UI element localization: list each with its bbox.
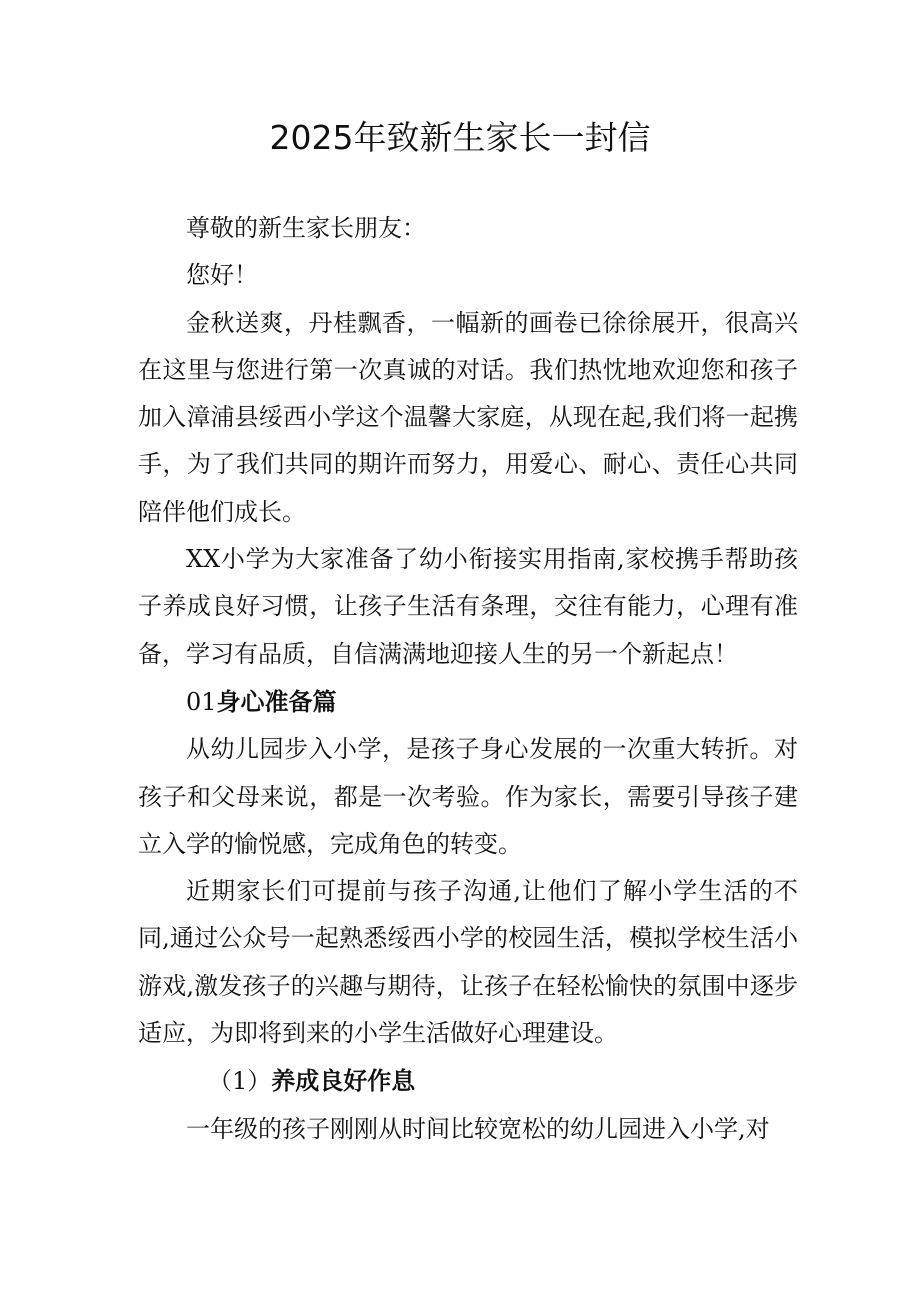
- greeting: 您好！: [186, 261, 258, 290]
- section-heading-text: 身心准备篇: [216, 686, 337, 716]
- subsection-heading: [138, 1057, 798, 1105]
- salutation: 尊敬的新生家长朋友：: [186, 214, 426, 242]
- section-number: 01: [186, 687, 217, 716]
- subsection-heading-text: 养成良好作息: [271, 1066, 416, 1096]
- paragraph: 金秋送爽，丹桂飘香，一幅新的画卷已徐徐展开，很高兴在这里与您进行第一次真诚的对话。我们热忱地欢迎您和孩子加入漳浦县绥西小学这个温馨大家庭，从现在起,我们将一起携手，为了我们共同的期许而努力，用爱心、耐心、责任心共同陪伴他们成长。: [138, 308, 798, 526]
- paragraph: 从幼儿园步入小学，是孩子身心发展的一次重大转折。对孩子和父母来说，都是一次考验。作为家长，需要引导孩子建立入学的愉悦感，完成角色的转变。: [138, 735, 798, 858]
- page-title: 2025年致新生家长一封信: [269, 118, 651, 157]
- subsection-number: （1）: [208, 1067, 272, 1096]
- paragraph: 近期家长们可提前与孩子沟通,让他们了解小学生活的不同,通过公众号一起熟悉绥西小学的校园生活，模拟学校生活小游戏,激发孩子的兴趣与期待，让孩子在轻松愉快的氛围中逐步适应，为即将到来的小学生活做好心理建设。: [138, 877, 798, 1048]
- paragraph: XX小学为大家准备了幼小衔接实用指南,家校携手帮助孩子养成良好习惯，让孩子生活有条理，交往有能力，心理有准备，学习有品质，自信满满地迎接人生的另一个新起点！: [138, 545, 798, 668]
- letter-body: [138, 205, 798, 1153]
- paragraph: 一年级的孩子刚刚从时间比较宽松的幼儿园进入小学,对: [186, 1114, 770, 1143]
- section-heading: [138, 678, 798, 726]
